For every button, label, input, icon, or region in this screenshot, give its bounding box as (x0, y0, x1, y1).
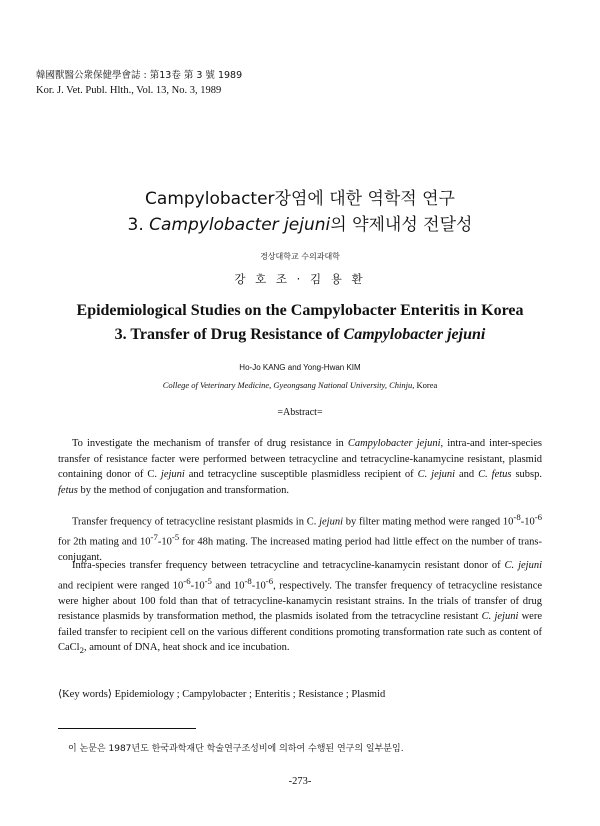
english-title-line1: Epidemiological Studies on the Campylobacter Enteritis in Korea (76, 302, 524, 319)
abstract-paragraph-1: To investigate the mechanism of transfer of drug resistance in Campylobacter jejuni, intra-and inter-species transfer of resistance facter were performed between tetracycline and tetracycline-kanamycine resistant, plasmid containing donor of C. jejuni and tetracycline susceptible plasmidless recipient of C. jejuni and C. fetus subsp. fetus by the method of conjugation and transformation. (58, 438, 543, 496)
abstract-paragraph-3: Intra-species transfer frequency between tetracycline and tetracycline-kanamycin resistant donor of C. jejuni and recipient were ranged $10^{-6}-10^{-5}$ and $10^{-8}-10^{-6}$, respectively. The transfer frequency of tetracycline resistance were higher about 100 fold than that of tetracycline-kanamycin resistant strains. In the trials of transfer of drug resistance plasmids by transformation method, the plasmids isolated from the tetracycline resistant C. jejuni were failed transfer to recipient cell on the various different conditions promoting transformation rate such as content of CaCl$_2$, amount of DNA, heat shock and ice incubation. (58, 560, 543, 656)
english-title-species: Campylobacter jejuni (343, 326, 486, 343)
journal-header-english: Kor. J. Vet. Publ. Hlth., Vol. 13, No. 3, 1989 (36, 85, 222, 96)
english-affiliation: College of Veterinary Medicine, Gyeongsang National University, Chinju, Korea (162, 380, 438, 390)
keywords: ⟨Key words⟩ Epidemiology ; Campylobacter ; Enteritis ; Resistance ; Plasmid (58, 689, 386, 700)
korean-title-species: Campylobacter jejuni (149, 215, 331, 235)
english-title-line2: 3. Transfer of Drug Resistance of Campylobacter jejuni (114, 326, 486, 343)
korean-title-line2: 3. Campylobacter jejuni의 약제내성 전달성 (127, 215, 473, 235)
korean-title-line1: Campylobacter장염에 대한 역학적 연구 (145, 189, 455, 209)
korean-authors: 강 호 조 · 김 용 환 (234, 272, 366, 286)
korean-affiliation: 경상대학교 수의과대학 (260, 252, 340, 261)
abstract-paragraph-2: Transfer frequency of tetracycline resistant plasmids in C. jejuni by filter mating method were ranged $10^{-8}-10^{-6}$ for 2th mating and $10^{-7}-10^{-5}$ for 48h mating. The increased mating period had little effect on the number of trans-conjugant. (58, 512, 542, 563)
footnote-divider (58, 728, 196, 729)
journal-header-korean: 韓國獸醫公衆保健學會誌 : 第13卷 第 3 號 1989 (36, 70, 243, 81)
footnote: 이 논문은 1987년도 한국과학재단 학술연구조성비에 의하여 수행된 연구의 일부분임. (68, 744, 404, 754)
journal-header (36, 68, 242, 98)
page-number: -273- (288, 776, 312, 787)
abstract-heading: =Abstract= (277, 407, 323, 418)
english-authors: Ho-Jo KANG and Yong-Hwan KIM (239, 363, 361, 372)
